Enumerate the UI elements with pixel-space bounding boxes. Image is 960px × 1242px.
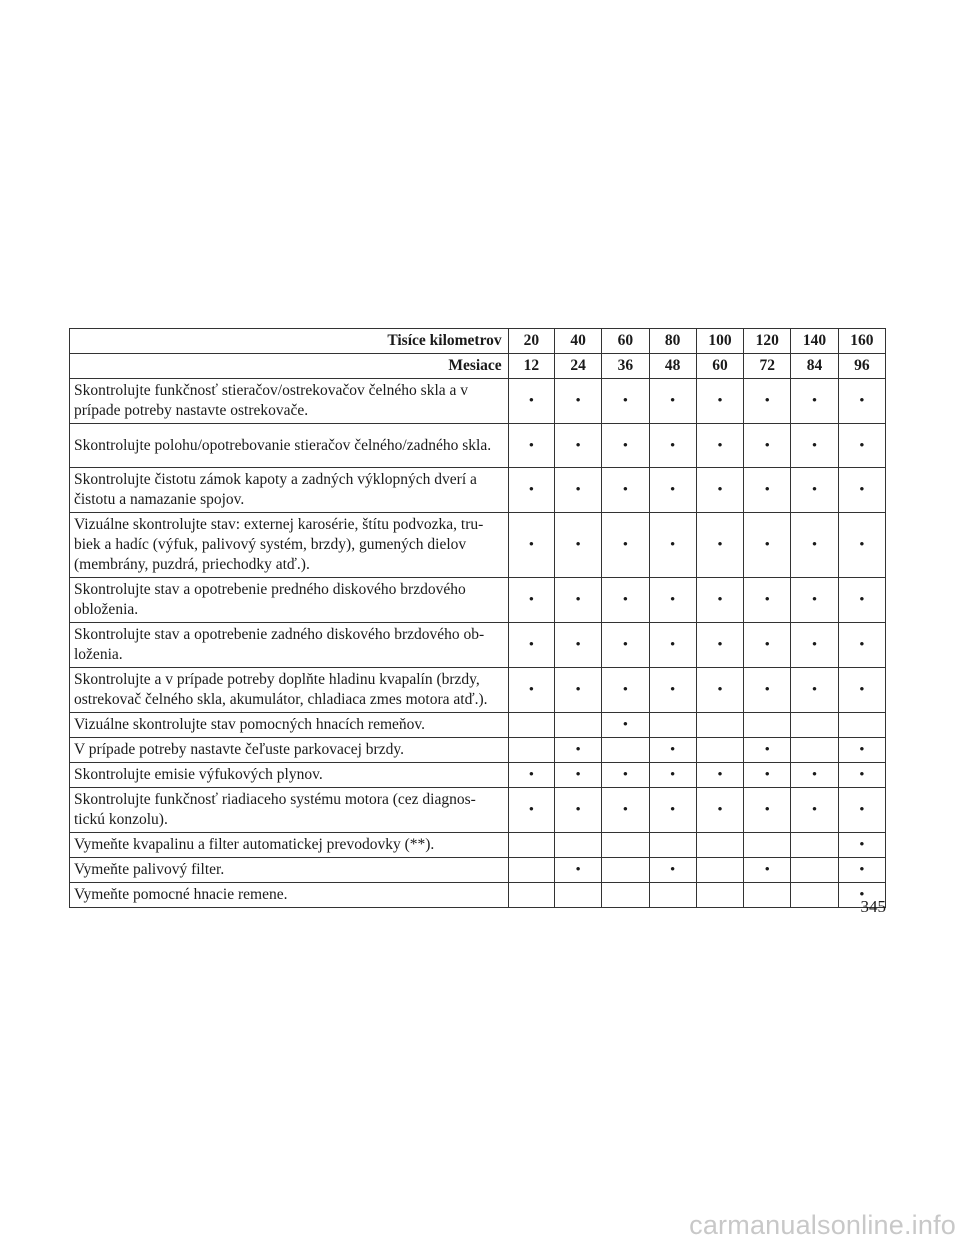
- schedule-mark: •: [838, 858, 885, 883]
- schedule-mark: •: [838, 788, 885, 833]
- schedule-mark: [649, 883, 696, 908]
- schedule-mark: •: [508, 513, 554, 578]
- header-km-value: 20: [508, 329, 554, 354]
- schedule-mark: [602, 883, 649, 908]
- schedule-mark: •: [602, 424, 649, 468]
- schedule-mark: [508, 833, 554, 858]
- table-row: [70, 424, 886, 468]
- schedule-mark: •: [838, 763, 885, 788]
- schedule-mark: •: [791, 788, 838, 833]
- schedule-mark: •: [602, 788, 649, 833]
- task-description: V prípade potreby nastavte čeľuste parkovacej brzdy.: [70, 738, 509, 763]
- task-description: Vymeňte kvapalinu a filter automatickej prevodovky (**).: [70, 833, 509, 858]
- header-months-value: 24: [554, 354, 601, 379]
- schedule-mark: •: [744, 379, 791, 424]
- schedule-mark: •: [838, 578, 885, 623]
- schedule-mark: •: [744, 623, 791, 668]
- schedule-mark: •: [696, 424, 743, 468]
- schedule-mark: [744, 833, 791, 858]
- schedule-mark: [602, 738, 649, 763]
- table-row: [70, 668, 886, 713]
- schedule-mark: •: [744, 578, 791, 623]
- schedule-mark: •: [554, 379, 601, 424]
- schedule-mark: [696, 883, 743, 908]
- schedule-mark: •: [508, 468, 554, 513]
- schedule-mark: •: [838, 738, 885, 763]
- schedule-mark: •: [791, 513, 838, 578]
- schedule-mark: •: [791, 468, 838, 513]
- table-row: [70, 858, 886, 883]
- schedule-mark: •: [696, 763, 743, 788]
- header-months-value: 84: [791, 354, 838, 379]
- schedule-mark: •: [554, 738, 601, 763]
- table-row: [70, 513, 886, 578]
- task-description: Vymeňte palivový filter.: [70, 858, 509, 883]
- schedule-mark: [554, 883, 601, 908]
- schedule-mark: [508, 738, 554, 763]
- schedule-mark: [508, 883, 554, 908]
- schedule-mark: [838, 713, 885, 738]
- schedule-mark: •: [791, 668, 838, 713]
- schedule-mark: •: [508, 788, 554, 833]
- schedule-mark: •: [649, 379, 696, 424]
- table-row: [70, 623, 886, 668]
- schedule-mark: •: [602, 668, 649, 713]
- task-description: Vizuálne skontrolujte stav pomocných hnacích remeňov.: [70, 713, 509, 738]
- header-months-value: 72: [744, 354, 791, 379]
- schedule-mark: [554, 713, 601, 738]
- schedule-mark: •: [602, 513, 649, 578]
- maintenance-schedule-table: [69, 328, 886, 908]
- schedule-mark: •: [508, 668, 554, 713]
- schedule-mark: •: [554, 468, 601, 513]
- schedule-mark: •: [744, 668, 791, 713]
- header-months-label: Mesiace: [70, 354, 509, 379]
- schedule-mark: [696, 738, 743, 763]
- table-row: [70, 883, 886, 908]
- table-header: [70, 329, 886, 379]
- header-km-value: 160: [838, 329, 885, 354]
- schedule-mark: •: [696, 468, 743, 513]
- header-months-value: 12: [508, 354, 554, 379]
- schedule-mark: [744, 883, 791, 908]
- schedule-mark: •: [602, 578, 649, 623]
- schedule-mark: [696, 713, 743, 738]
- task-description: Skontrolujte stav a opotrebenie predného diskového brzdového obloženia.: [70, 578, 509, 623]
- header-km-value: 40: [554, 329, 601, 354]
- schedule-mark: •: [508, 424, 554, 468]
- schedule-mark: [791, 713, 838, 738]
- schedule-mark: •: [791, 578, 838, 623]
- schedule-mark: •: [508, 578, 554, 623]
- schedule-mark: •: [696, 623, 743, 668]
- schedule-mark: [744, 713, 791, 738]
- schedule-mark: •: [554, 763, 601, 788]
- schedule-mark: •: [649, 468, 696, 513]
- schedule-mark: •: [838, 468, 885, 513]
- schedule-mark: •: [554, 623, 601, 668]
- schedule-mark: •: [696, 578, 743, 623]
- header-row-months: [70, 354, 886, 379]
- schedule-mark: •: [602, 468, 649, 513]
- table-row: [70, 788, 886, 833]
- schedule-mark: [696, 833, 743, 858]
- page-number: 345: [860, 897, 886, 916]
- schedule-mark: •: [791, 623, 838, 668]
- schedule-mark: •: [838, 424, 885, 468]
- schedule-mark: •: [744, 468, 791, 513]
- schedule-mark: •: [554, 513, 601, 578]
- schedule-mark: •: [696, 788, 743, 833]
- schedule-mark: •: [791, 379, 838, 424]
- schedule-mark: •: [649, 578, 696, 623]
- schedule-mark: •: [696, 379, 743, 424]
- schedule-mark: •: [744, 763, 791, 788]
- task-description: Vizuálne skontrolujte stav: externej karosérie, štítu podvozka, tru-biek a hadíc (výfuk, palivový systém, brzdy), gumených dielov (membrány, puzdrá, priechodky atď.).: [70, 513, 509, 578]
- schedule-mark: [508, 713, 554, 738]
- schedule-mark: •: [554, 668, 601, 713]
- schedule-mark: •: [791, 763, 838, 788]
- header-months-value: 36: [602, 354, 649, 379]
- schedule-mark: •: [649, 424, 696, 468]
- header-km-value: 60: [602, 329, 649, 354]
- schedule-mark: •: [744, 424, 791, 468]
- schedule-mark: [554, 833, 601, 858]
- schedule-mark: •: [554, 578, 601, 623]
- header-months-value: 48: [649, 354, 696, 379]
- schedule-mark: •: [838, 623, 885, 668]
- schedule-mark: [602, 858, 649, 883]
- schedule-mark: •: [838, 513, 885, 578]
- task-description: Skontrolujte polohu/opotrebovanie stieračov čelného/zadného skla.: [70, 424, 509, 468]
- schedule-mark: •: [838, 833, 885, 858]
- schedule-mark: •: [602, 379, 649, 424]
- header-km-label: Tisíce kilometrov: [70, 329, 509, 354]
- schedule-mark: •: [649, 513, 696, 578]
- schedule-mark: •: [649, 788, 696, 833]
- header-km-value: 100: [696, 329, 743, 354]
- schedule-mark: •: [649, 858, 696, 883]
- schedule-mark: •: [696, 668, 743, 713]
- task-description: Skontrolujte čistotu zámok kapoty a zadných výklopných dverí a čistotu a namazanie spojov.: [70, 468, 509, 513]
- task-description: Skontrolujte stav a opotrebenie zadného diskového brzdového ob-loženia.: [70, 623, 509, 668]
- task-description: Skontrolujte funkčnosť stieračov/ostrekovačov čelného skla a v prípade potreby nastavte ostrekovače.: [70, 379, 509, 424]
- table-row: [70, 763, 886, 788]
- task-description: Vymeňte pomocné hnacie remene.: [70, 883, 509, 908]
- schedule-mark: •: [602, 763, 649, 788]
- table-row: [70, 738, 886, 763]
- schedule-mark: [791, 833, 838, 858]
- schedule-mark: •: [744, 858, 791, 883]
- watermark-logo: carmanualsonline.info: [689, 1210, 956, 1240]
- schedule-mark: [791, 858, 838, 883]
- schedule-mark: •: [649, 738, 696, 763]
- header-months-value: 60: [696, 354, 743, 379]
- schedule-mark: •: [838, 668, 885, 713]
- schedule-mark: •: [508, 379, 554, 424]
- schedule-mark: •: [696, 513, 743, 578]
- schedule-mark: •: [744, 738, 791, 763]
- task-description: Skontrolujte funkčnosť riadiaceho systému motora (cez diagnos-tickú konzolu).: [70, 788, 509, 833]
- header-months-value: 96: [838, 354, 885, 379]
- task-description: Skontrolujte emisie výfukových plynov.: [70, 763, 509, 788]
- schedule-mark: [791, 738, 838, 763]
- schedule-mark: [508, 858, 554, 883]
- schedule-mark: •: [554, 788, 601, 833]
- schedule-mark: •: [554, 858, 601, 883]
- header-row-km: [70, 329, 886, 354]
- schedule-mark: [649, 833, 696, 858]
- schedule-mark: •: [554, 424, 601, 468]
- schedule-mark: •: [602, 623, 649, 668]
- schedule-mark: •: [744, 788, 791, 833]
- schedule-mark: •: [508, 763, 554, 788]
- table-row: [70, 468, 886, 513]
- schedule-mark: •: [508, 623, 554, 668]
- schedule-mark: •: [791, 424, 838, 468]
- table-row: [70, 833, 886, 858]
- schedule-mark: •: [838, 883, 885, 908]
- header-km-value: 80: [649, 329, 696, 354]
- header-km-value: 140: [791, 329, 838, 354]
- task-description: Skontrolujte a v prípade potreby doplňte hladinu kvapalín (brzdy, ostrekovač čelného skla, akumulátor, chladiaca zmes motora atď.).: [70, 668, 509, 713]
- schedule-mark: [602, 833, 649, 858]
- header-km-value: 120: [744, 329, 791, 354]
- schedule-mark: •: [649, 623, 696, 668]
- schedule-mark: •: [649, 668, 696, 713]
- schedule-mark: [649, 713, 696, 738]
- schedule-mark: •: [602, 713, 649, 738]
- table-row: [70, 379, 886, 424]
- table-row: [70, 713, 886, 738]
- schedule-mark: •: [744, 513, 791, 578]
- table-row: [70, 578, 886, 623]
- schedule-mark: •: [649, 763, 696, 788]
- schedule-mark: [696, 858, 743, 883]
- schedule-mark: •: [838, 379, 885, 424]
- table-body: [70, 379, 886, 908]
